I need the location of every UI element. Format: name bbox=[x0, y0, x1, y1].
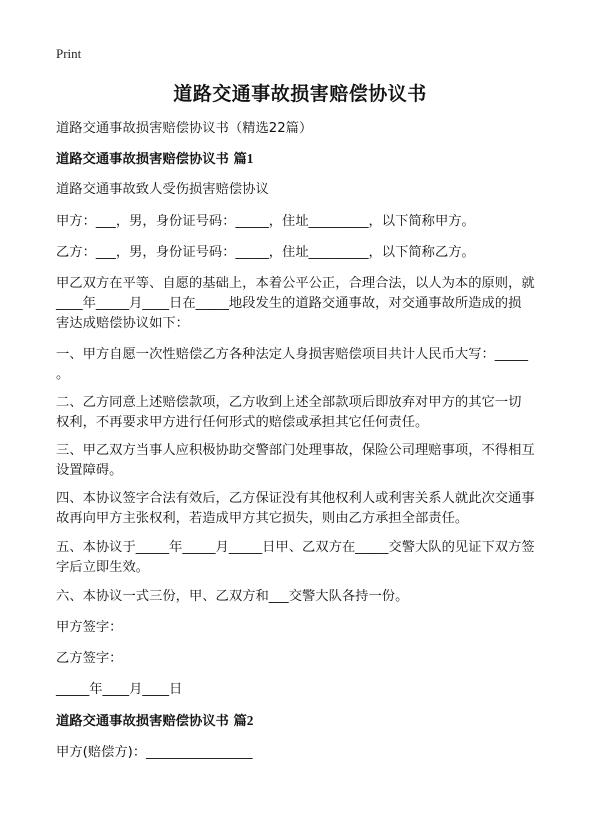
party-a-payer: 甲方(赔偿方)：________________ bbox=[56, 745, 253, 760]
section-heading-1 bbox=[56, 148, 556, 171]
clause-3-line-1: 三、甲乙双方当事人应积极协助交警部门处理事故，保险公司理赔事项，不得相互 bbox=[56, 443, 535, 458]
clause-5-line-2: 字后立即生效。 bbox=[56, 560, 150, 575]
clause-5-line-1: 五、本协议于_____年_____月_____日甲、乙双方在_____交警大队的见证下双方签 bbox=[56, 540, 535, 555]
document-subtitle: 道路交通事故损害赔偿协议书（精选22篇） bbox=[56, 121, 313, 136]
clause-2-line-2: 权利，不再要求甲方进行任何形式的赔偿或承担其它任何责任。 bbox=[56, 415, 429, 430]
clause-4-line-2: 故再向甲方主张权利，若造成甲方其它损失，则由乙方承担全部责任。 bbox=[56, 511, 469, 526]
section-heading-text: 道路交通事故损害赔偿协议书 篇 bbox=[56, 152, 247, 167]
clause-3-line-2: 设置障碍。 bbox=[56, 463, 123, 478]
section-heading-number: 1 bbox=[246, 151, 254, 166]
clause-1-line-2: 。 bbox=[56, 367, 70, 382]
clause-2-line-1: 二、乙方同意上述赔偿款项，乙方收到上述全部款项后即放弃对甲方的其它一切 bbox=[56, 395, 522, 410]
print-link[interactable]: Print bbox=[56, 46, 82, 61]
clause-6: 六、本协议一式三份，甲、乙双方和___交警大队各持一份。 bbox=[56, 589, 409, 604]
document-title: 道路交通事故损害赔偿协议书 bbox=[173, 83, 427, 105]
preamble-line-2: ____年_____月____日在_____地段发生的道路交通事故，对交通事故所造成的损 bbox=[56, 296, 522, 311]
signature-date: _____年____月____日 bbox=[56, 682, 183, 697]
preamble-line-1: 甲乙双方在平等、自愿的基础上，本着公平公正，合理合法，以人为本的原则，就 bbox=[56, 276, 535, 291]
agreement-subject: 道路交通事故致人受伤损害赔偿协议 bbox=[56, 182, 269, 197]
party-a-signature: 甲方签字： bbox=[56, 620, 123, 635]
clause-4-line-1: 四、本协议签字合法有效后，乙方保证没有其他权利人或利害关系人就此次交通事 bbox=[56, 491, 535, 506]
clause-1-line-1: 一、甲方自愿一次性赔偿乙方各种法定人身损害赔偿项目共计人民币大写：_____ bbox=[56, 347, 529, 362]
section-heading-number: 2 bbox=[246, 713, 254, 728]
party-a-info: 甲方：___，男，身份证号码：_____，住址_________，以下简称甲方。 bbox=[56, 214, 475, 229]
section-heading-text: 道路交通事故损害赔偿协议书 篇 bbox=[56, 714, 247, 729]
section-heading-2 bbox=[56, 710, 556, 733]
party-b-info: 乙方：___，男，身份证号码：_____，住址_________，以下简称乙方。 bbox=[56, 245, 475, 260]
party-b-signature: 乙方签字： bbox=[56, 651, 123, 666]
preamble-line-3: 害达成赔偿协议如下： bbox=[56, 316, 189, 331]
